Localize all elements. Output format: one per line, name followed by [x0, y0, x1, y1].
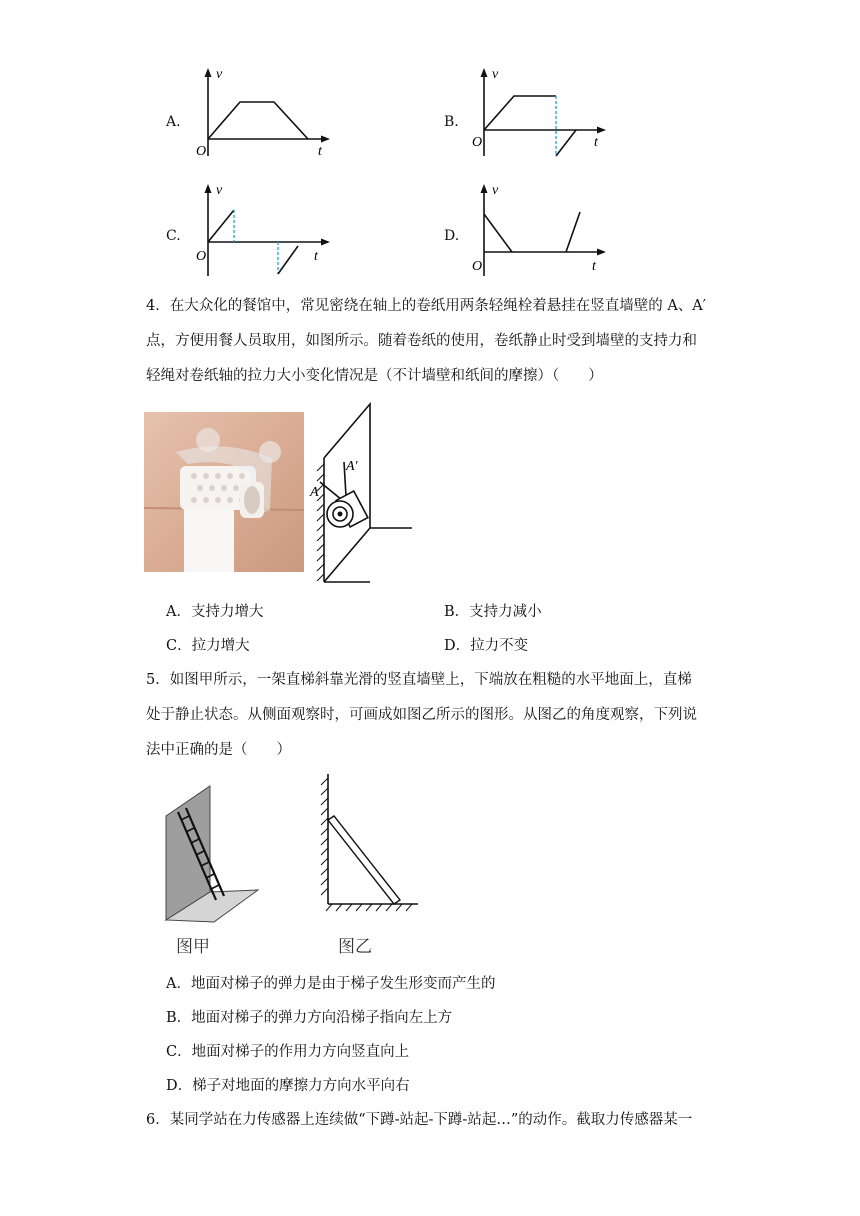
point-a-prime-label: A′ — [346, 459, 358, 474]
axis-label-v: v — [216, 67, 223, 82]
q4-text-line-1: 4．在大众化的餐馆中，常见密绕在轴上的卷纸用两条轻绳栓着悬挂在竖直墙壁的 A、A′ — [146, 298, 707, 314]
q4-option-c[interactable]: C．拉力增大 — [166, 638, 250, 654]
axis-label-t: t — [592, 259, 596, 274]
ladder-3d-figure — [160, 780, 264, 930]
tissue-holder-diagram — [306, 400, 418, 590]
q4-option-b[interactable]: B．支持力减小 — [444, 604, 542, 620]
graph-option-a — [196, 64, 336, 160]
graph-option-c — [196, 180, 336, 280]
axis-label-t: t — [318, 144, 322, 159]
q5-text-line-1: 5．如图甲所示，一架直梯斜靠光滑的竖直墙壁上，下端放在粗糙的水平地面上，直梯 — [146, 672, 692, 688]
axis-label-t: t — [314, 249, 318, 264]
graph-option-d — [472, 180, 612, 280]
axis-label-v: v — [216, 183, 223, 198]
q5-option-c[interactable]: C．地面对梯子的作用力方向竖直向上 — [166, 1044, 410, 1060]
q4-option-d[interactable]: D．拉力不变 — [444, 638, 529, 654]
origin-label: O — [472, 135, 483, 150]
q6-text-line-1: 6．某同学站在力传感器上连续做“下蹲-站起-下蹲-站起…”的动作。截取力传感器某一 — [146, 1112, 693, 1128]
graph-option-a-label: A. — [166, 114, 181, 130]
q5-option-a[interactable]: A．地面对梯子的弹力是由于梯子发生形变而产生的 — [166, 976, 496, 992]
graph-option-b-label: B. — [444, 114, 459, 130]
origin-label: O — [196, 144, 207, 159]
figure-b-caption: 图乙 — [338, 937, 372, 957]
q4-text-line-2: 点，方便用餐人员取用，如图所示。随着卷纸的使用，卷纸静止时受到墙壁的支持力和 — [146, 333, 697, 349]
q5-text-line-2: 处于静止状态。从侧面观察时，可画成如图乙所示的图形。从图乙的角度观察，下列说 — [146, 707, 697, 723]
q5-text-line-3: 法中正确的是（ ） — [146, 742, 291, 758]
figure-a-caption: 图甲 — [176, 937, 210, 957]
graph-option-c-label: C. — [166, 228, 181, 244]
tissue-holder-photo — [144, 412, 304, 572]
point-a-label: A — [310, 485, 319, 500]
axis-label-v: v — [492, 183, 499, 198]
q5-option-b[interactable]: B．地面对梯子的弹力方向沿梯子指向左上方 — [166, 1010, 453, 1026]
graph-option-b — [472, 64, 612, 160]
ladder-side-figure — [314, 770, 424, 916]
q4-text-line-3: 轻绳对卷纸轴的拉力大小变化情况是（不计墙壁和纸间的摩擦）（ ） — [146, 368, 603, 384]
origin-label: O — [472, 259, 483, 274]
q4-option-a[interactable]: A．支持力增大 — [166, 604, 264, 620]
q5-option-d[interactable]: D．梯子对地面的摩擦力方向水平向右 — [166, 1078, 410, 1094]
graph-option-d-label: D. — [444, 228, 460, 244]
origin-label: O — [196, 249, 207, 264]
axis-label-t: t — [594, 135, 598, 150]
axis-label-v: v — [492, 67, 499, 82]
